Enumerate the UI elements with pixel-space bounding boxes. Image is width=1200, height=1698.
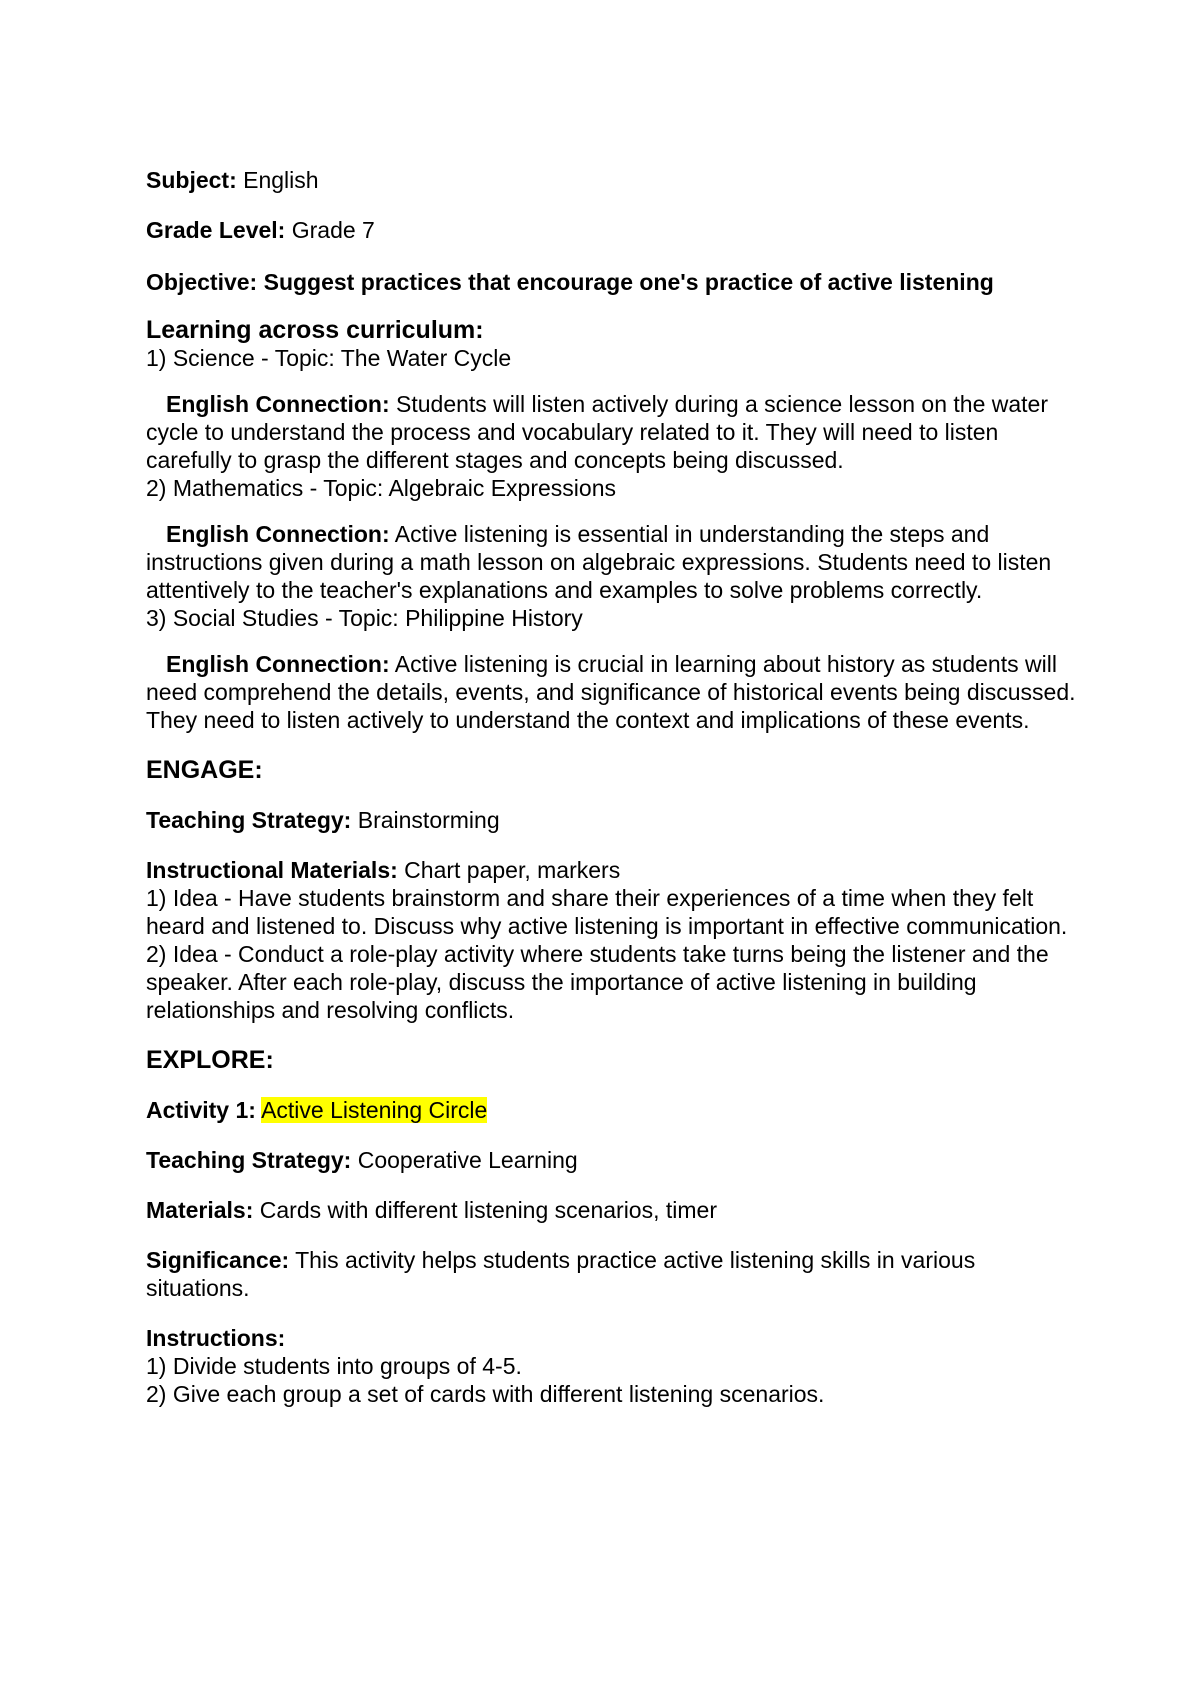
engage-strategy-label: Teaching Strategy: bbox=[146, 807, 352, 833]
explore-activity-label: Activity 1: bbox=[146, 1097, 256, 1123]
english-connection-3 bbox=[146, 650, 1082, 734]
explore-significance-value: This activity helps students practice active listening skills in various situations. bbox=[146, 1247, 982, 1301]
engage-idea-1: 1) Idea - Have students brainstorm and share their experiences of a time when they felt heard and listened to. Discuss why active listening is important in effective communication. bbox=[146, 885, 1068, 939]
engage-idea-2: 2) Idea - Conduct a role-play activity where students take turns being the listener and the speaker. After each role-play, discuss the importance of active listening in building relationships and resolving conflicts. bbox=[146, 941, 1056, 1023]
explore-activity-value: Active Listening Circle bbox=[261, 1097, 488, 1123]
engage-heading: ENGAGE: bbox=[146, 756, 263, 784]
explore-strategy-label: Teaching Strategy: bbox=[146, 1147, 352, 1173]
subject-line bbox=[146, 166, 1076, 194]
learning-heading: Learning across curriculum: bbox=[146, 316, 484, 344]
engage-materials-label: Instructional Materials: bbox=[146, 857, 398, 883]
engage-strategy-value: Brainstorming bbox=[351, 807, 500, 833]
english-connection-2 bbox=[146, 520, 1076, 604]
explore-instruction-2: 2) Give each group a set of cards with different listening scenarios. bbox=[146, 1381, 825, 1407]
engage-materials-line bbox=[146, 856, 1076, 884]
objective-line bbox=[146, 268, 1076, 296]
document-page bbox=[146, 166, 1082, 1408]
connection-text-3: Active listening is crucial in learning about history as students will need comprehend the details, events, and significance of historical events being discussed. They need to listen actively to understand the context and implications of these events. bbox=[146, 651, 1082, 733]
explore-materials-line bbox=[146, 1196, 1076, 1224]
subject-label: Subject: bbox=[146, 167, 237, 193]
learning-topic-2: 2) Mathematics - Topic: Algebraic Expressions bbox=[146, 475, 616, 501]
explore-strategy-line bbox=[146, 1146, 1076, 1174]
connection-label-3: English Connection: bbox=[166, 651, 390, 677]
explore-significance-line bbox=[146, 1246, 1076, 1302]
subject-value: English bbox=[236, 167, 319, 193]
connection-text-2: Active listening is essential in understanding the steps and instructions given during a math lesson on algebraic expressions. Students need to listen attentively to the teacher's explanations and examples to solve problems correctly. bbox=[146, 521, 1058, 603]
grade-label: Grade Level: bbox=[146, 217, 286, 243]
explore-materials-label: Materials: bbox=[146, 1197, 254, 1223]
explore-heading: EXPLORE: bbox=[146, 1046, 274, 1074]
english-connection-1 bbox=[146, 390, 1076, 474]
explore-activity-line bbox=[146, 1096, 1076, 1124]
explore-instruction-1: 1) Divide students into groups of 4-5. bbox=[146, 1353, 522, 1379]
connection-label-1: English Connection: bbox=[166, 391, 390, 417]
explore-instructions-label: Instructions: bbox=[146, 1325, 286, 1351]
grade-value: Grade 7 bbox=[285, 217, 375, 243]
engage-strategy-line bbox=[146, 806, 1076, 834]
objective-label: Objective: bbox=[146, 269, 258, 295]
connection-text-1: Students will listen actively during a science lesson on the water cycle to understand the process and vocabulary related to it. They will need to listen carefully to grasp the different stages and concepts being discussed. bbox=[146, 391, 1055, 473]
objective-value: Suggest practices that encourage one's practice of active listening bbox=[257, 269, 994, 295]
learning-topic-3: 3) Social Studies - Topic: Philippine History bbox=[146, 605, 583, 631]
explore-materials-value: Cards with different listening scenarios, timer bbox=[253, 1197, 717, 1223]
connection-label-2: English Connection: bbox=[166, 521, 390, 547]
explore-significance-label: Significance: bbox=[146, 1247, 290, 1273]
grade-line bbox=[146, 216, 1076, 244]
engage-materials-value: Chart paper, markers bbox=[397, 857, 621, 883]
explore-strategy-value: Cooperative Learning bbox=[351, 1147, 578, 1173]
learning-topic-1: 1) Science - Topic: The Water Cycle bbox=[146, 345, 512, 371]
